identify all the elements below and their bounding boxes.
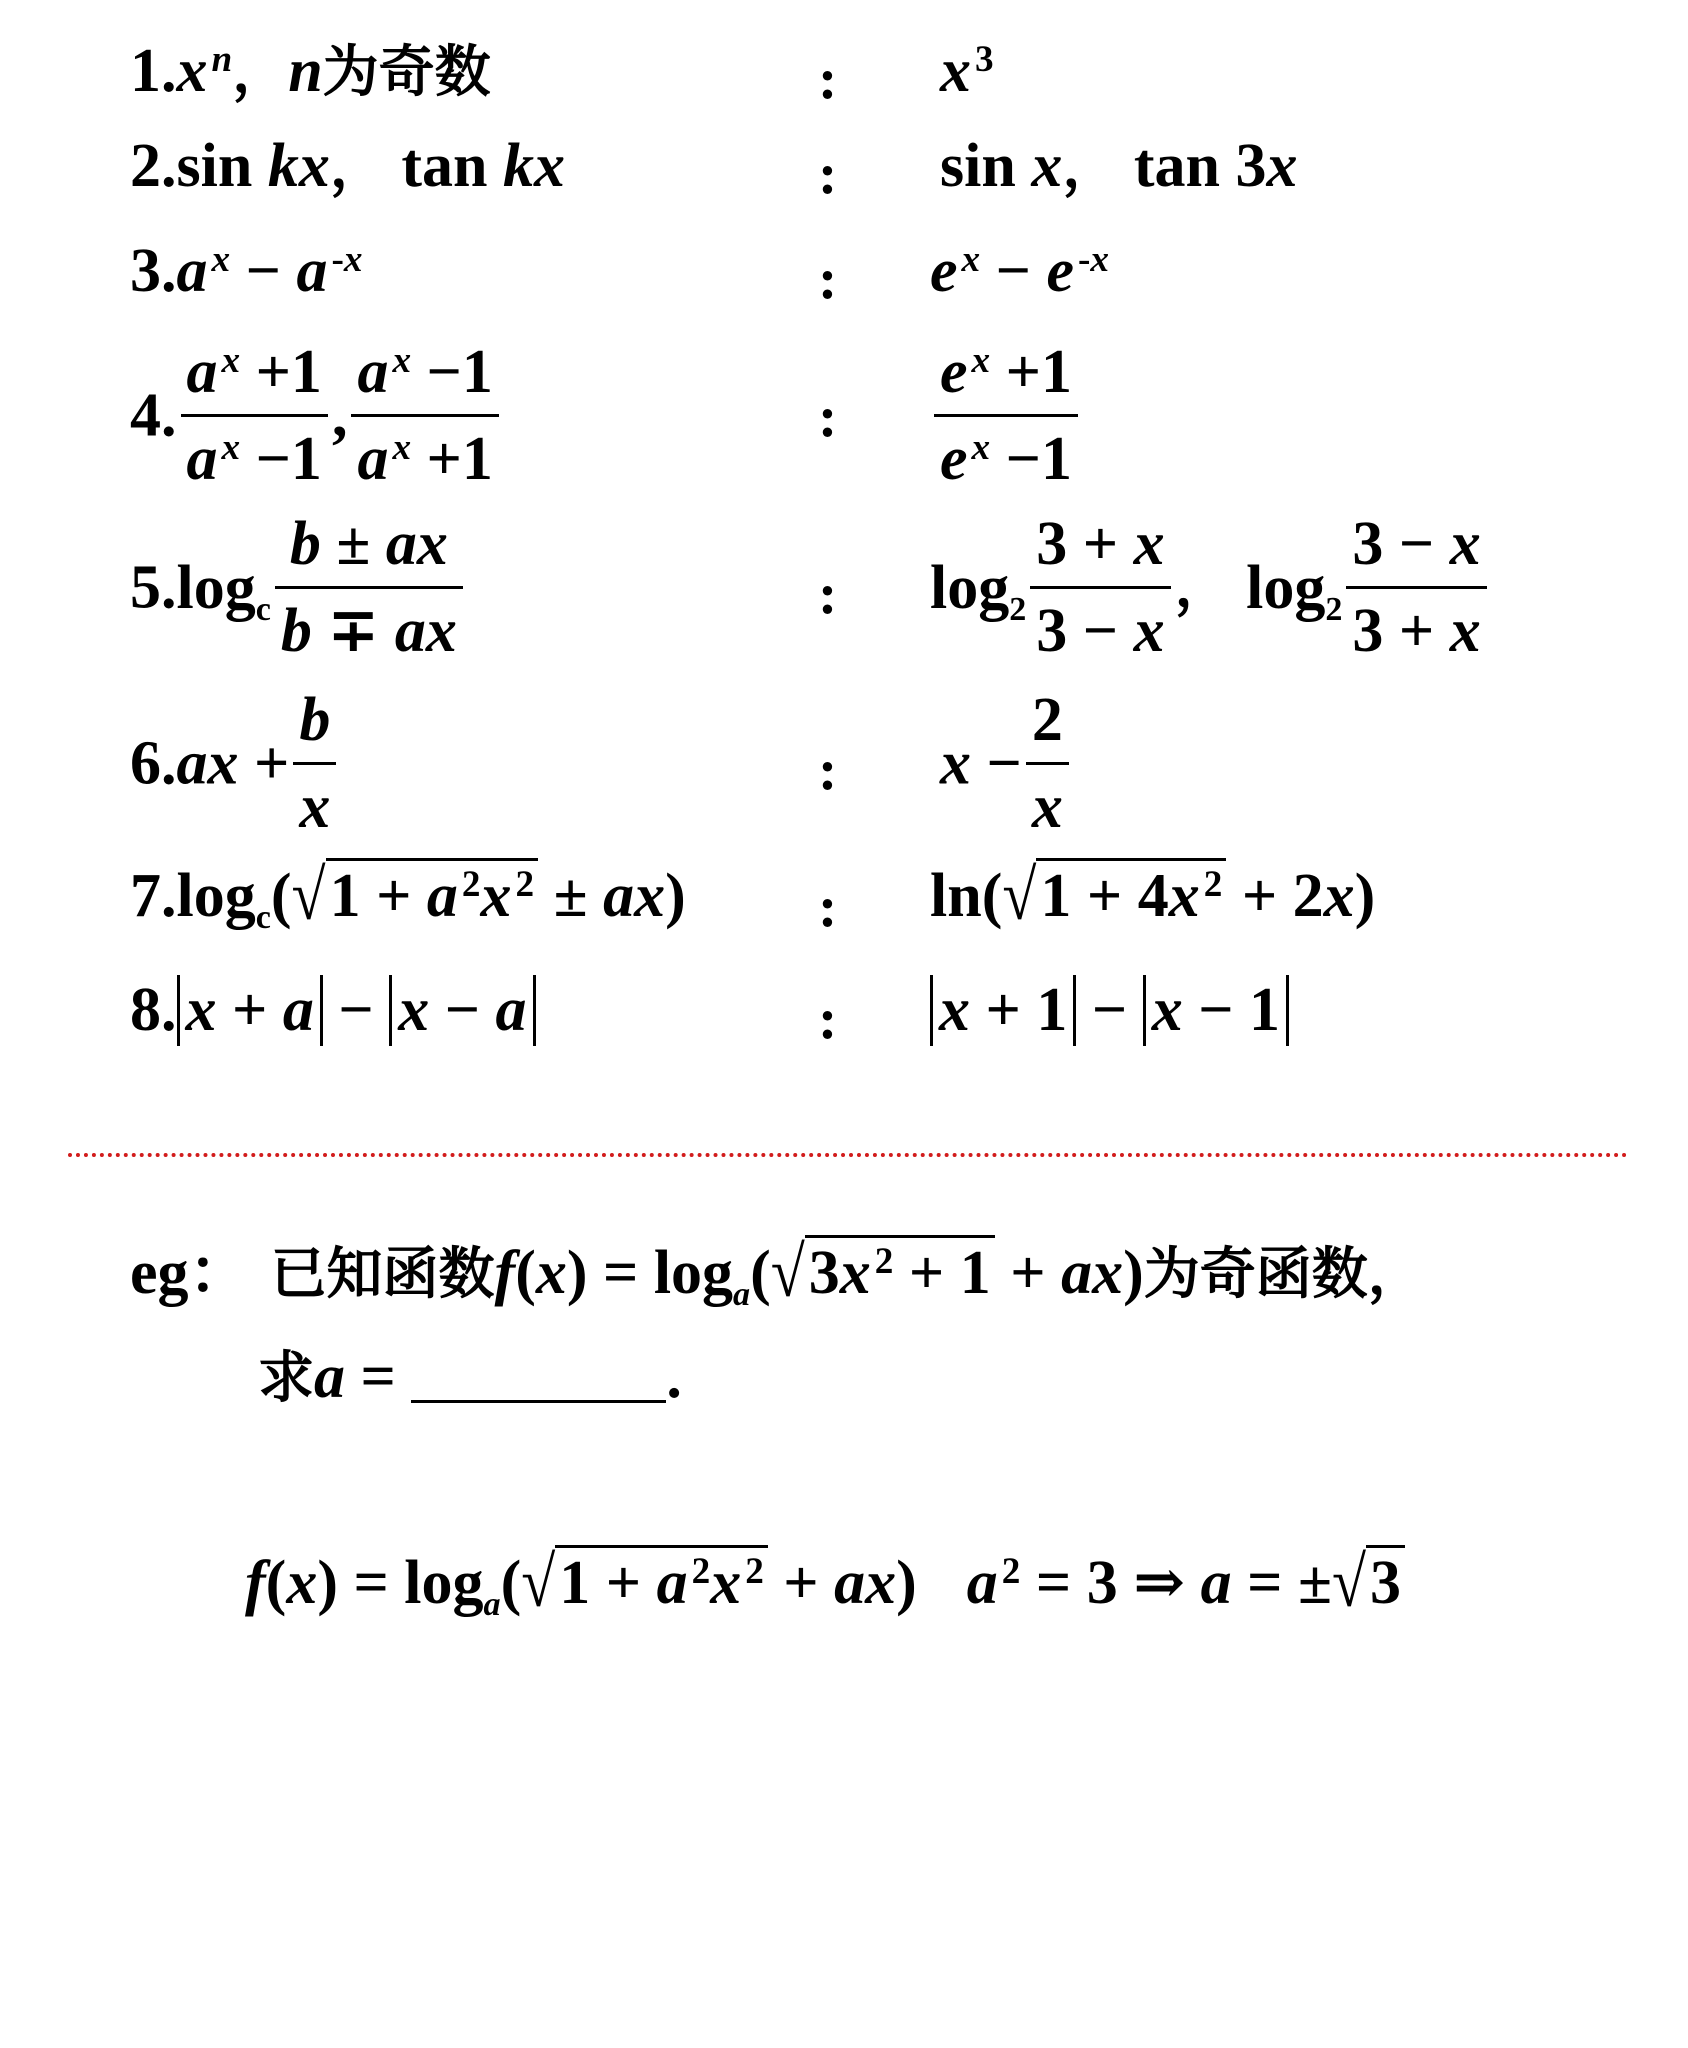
- rule-8-lhs: 8. x + a − x − a: [130, 975, 536, 1046]
- rule-6-number: 6.: [130, 729, 177, 798]
- example-radical: 3x $^2$ + 1: [805, 1235, 995, 1304]
- rule-5-rhs: $\log_2$ $\frac{3 + x}{3 - x}$ ， $\log_2$ $\frac{3 - x}{3 + x}$: [930, 510, 1491, 665]
- solution-sqrt3: 3: [1366, 1545, 1405, 1614]
- rule-5-rhs-fraction-1: $\frac{3 + x}{3 - x}$: [1030, 510, 1170, 665]
- rule-5-fraction: $\frac{b \pm ax}{b \mp ax}$: [275, 510, 463, 665]
- example-label: eg：: [130, 1239, 251, 1307]
- rule-4-rhs-fraction: $\frac{e ^x +1}{e ^x -1}$: [934, 338, 1078, 493]
- rule-2-lhs: 2.sin kx， tan kx: [130, 132, 565, 200]
- rule-row-4: [0, 338, 1688, 498]
- example-prompt: 已知函数: [270, 1242, 495, 1307]
- rule-1-number: 1.: [130, 37, 177, 105]
- rule-7-colon: :: [818, 874, 838, 939]
- rule-row-5: [0, 510, 1688, 680]
- solution-line: [0, 1545, 1688, 1645]
- example-text: eg： 已知函数$f(x) = \log_a(√3x$ $^2$ + 1 + ax)为奇函数，: [130, 1233, 1424, 1313]
- rule-5-colon: :: [818, 561, 838, 626]
- rule-6-colon: :: [818, 737, 838, 802]
- rule-row-3: [0, 237, 1688, 320]
- solution-radical: 1 + a $^2$x $^2$: [555, 1545, 768, 1614]
- rule-3-rhs: e $^x$ − e $^{-x}$: [930, 237, 1109, 305]
- rule-row-6: [0, 686, 1688, 846]
- section-divider: [68, 1153, 1628, 1157]
- rule-7-rhs: ln(√1 + 4x $^2$ + 2x): [930, 856, 1376, 936]
- rule-5-lhs: $5.\log_c$ $\frac{b \pm ax}{b \mp ax}$: [130, 510, 467, 665]
- rule-5-rhs-fraction-2: $\frac{3 - x}{3 + x}$: [1346, 510, 1486, 665]
- rule-5-number: 5.: [130, 553, 177, 622]
- rule-8-colon: :: [818, 986, 838, 1051]
- rule-row-1: [0, 37, 1688, 120]
- solution-text: $f(x) = \log_a(√1 + a$ $^2$x $^2$ + ax) a $^2$ = 3 ⇒ a = ±√3: [245, 1545, 1405, 1614]
- rule-7-rhs-radical: 1 + 4x $^2$: [1036, 858, 1226, 927]
- rule-6-lhs: 6.ax + $\frac{b}{x}$: [130, 686, 340, 841]
- rule-4-number: 4.: [130, 381, 177, 450]
- rule-8-rhs: x + 1 − x − 1: [930, 975, 1289, 1046]
- rule-4-rhs: [930, 338, 1082, 493]
- rule-3-lhs: 3.a $^x$ − a $^{-x}$: [130, 237, 363, 305]
- rule-4-fraction-2: $\frac{a ^x -1}{a ^x +1}$: [351, 338, 498, 493]
- rule-3-number: 3.: [130, 237, 177, 305]
- rule-6-rhs: x − $\frac{2}{x}$: [940, 686, 1073, 841]
- rule-3-colon: :: [818, 246, 838, 311]
- rule-2-rhs: sin x， tan 3x: [940, 132, 1298, 200]
- rule-6-fraction: $\frac{b}{x}$: [293, 686, 336, 841]
- rule-7-lhs: $7.\log_c(√1 + a$ $^2$x $^2$ ± ax): [130, 856, 686, 936]
- rule-2-number: 2.: [130, 132, 177, 200]
- answer-blank[interactable]: [411, 1340, 666, 1403]
- rule-row-7: [0, 858, 1688, 948]
- rule-row-2: [0, 132, 1688, 215]
- example-line-2: [0, 1340, 1688, 1430]
- example-ask: 求: [258, 1346, 314, 1411]
- example-question: 求a = .: [258, 1340, 682, 1408]
- rule-1-rhs: x $^3$: [940, 37, 994, 105]
- rule-row-8: [0, 975, 1688, 1065]
- rule-4-fraction-1: $\frac{a ^x +1}{a ^x -1}$: [181, 338, 328, 493]
- rule-1-colon: :: [818, 46, 838, 111]
- rule-4-lhs: 4. $\frac{a ^x +1}{a ^x -1}$ , $\frac{a ^x -1}{a ^x +1}$: [130, 338, 503, 493]
- example-line-1: [0, 1235, 1688, 1325]
- rule-6-rhs-fraction: $\frac{2}{x}$: [1026, 686, 1069, 841]
- example-condition: 为奇函数，: [1143, 1242, 1424, 1307]
- rule-8-number: 8.: [130, 976, 177, 1044]
- rule-1-lhs: 1.x $^n$，n为奇数: [130, 37, 491, 105]
- rule-7-number: 7.: [130, 862, 177, 930]
- rule-4-colon: :: [818, 384, 838, 449]
- example-period: .: [666, 1343, 682, 1411]
- rule-2-colon: :: [818, 141, 838, 206]
- rule-7-radical: 1 + a $^2$x $^2$: [326, 858, 539, 927]
